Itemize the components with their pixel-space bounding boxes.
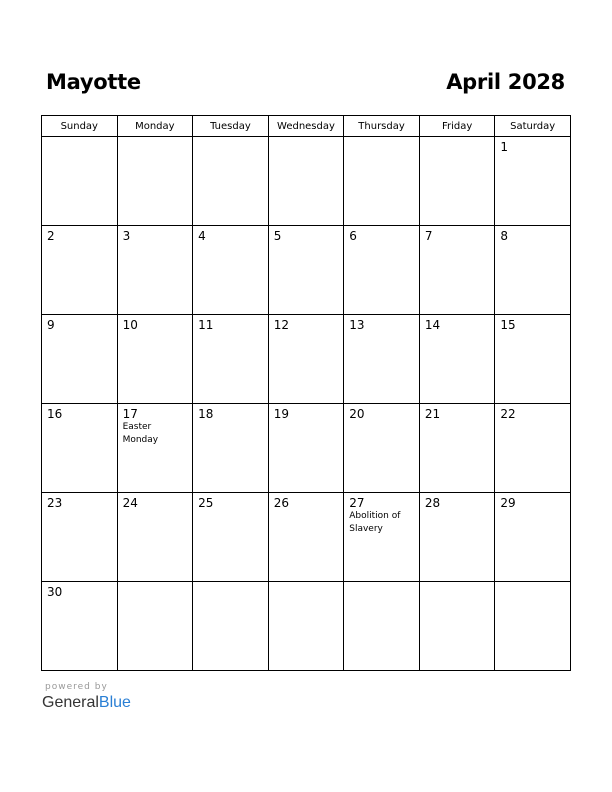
day-cell bbox=[268, 315, 344, 404]
week-row-5 bbox=[42, 493, 571, 582]
day-number: 22 bbox=[500, 407, 516, 421]
day-number: 7 bbox=[424, 229, 433, 243]
day-number: 6 bbox=[349, 229, 357, 243]
day-number: 3 bbox=[122, 229, 131, 243]
day-cell bbox=[117, 226, 193, 315]
day-cell bbox=[344, 226, 420, 315]
day-number: 23 bbox=[47, 496, 63, 510]
day-number: 19 bbox=[273, 407, 289, 421]
day-cell bbox=[344, 137, 420, 226]
day-cell bbox=[42, 493, 118, 582]
day-number: 11 bbox=[198, 318, 214, 332]
weekday-header-row bbox=[42, 116, 571, 137]
day-cell bbox=[419, 493, 495, 582]
day-cell bbox=[193, 493, 269, 582]
day-cell bbox=[268, 404, 344, 493]
day-number: 21 bbox=[424, 407, 441, 421]
day-cell bbox=[495, 582, 571, 671]
day-cell bbox=[419, 315, 495, 404]
day-cell bbox=[268, 493, 344, 582]
weekday-sunday: Sunday bbox=[42, 116, 118, 137]
day-cell bbox=[344, 582, 420, 671]
day-number: 16 bbox=[47, 407, 63, 421]
day-cell bbox=[268, 582, 344, 671]
day-cell bbox=[193, 582, 269, 671]
week-row-6 bbox=[42, 582, 571, 671]
day-cell bbox=[344, 404, 420, 493]
day-number: 17 bbox=[122, 407, 138, 421]
day-cell bbox=[117, 404, 193, 493]
day-cell bbox=[344, 315, 420, 404]
day-number: 10 bbox=[122, 318, 138, 332]
day-number: 30 bbox=[47, 585, 63, 599]
day-number: 14 bbox=[424, 318, 441, 332]
day-number: 4 bbox=[198, 229, 206, 243]
day-number: 20 bbox=[349, 407, 365, 421]
month-title: April 2028 bbox=[446, 70, 565, 94]
day-number: 8 bbox=[500, 229, 509, 243]
weekday-tuesday: Tuesday bbox=[193, 116, 269, 137]
day-cell bbox=[193, 137, 269, 226]
day-number: 13 bbox=[349, 318, 365, 332]
day-cell bbox=[495, 137, 571, 226]
week-row-1 bbox=[42, 137, 571, 226]
week-row-2 bbox=[42, 226, 571, 315]
week-row-3 bbox=[42, 315, 571, 404]
day-cell bbox=[42, 582, 118, 671]
generalblue-logo[interactable] bbox=[42, 694, 131, 712]
day-number: 9 bbox=[47, 318, 55, 332]
holiday-label: Easter Monday bbox=[122, 422, 159, 445]
day-cell bbox=[268, 137, 344, 226]
week-row-4 bbox=[42, 404, 571, 493]
day-number: 2 bbox=[47, 229, 55, 243]
brand-general: General bbox=[42, 694, 99, 711]
day-cell bbox=[344, 493, 420, 582]
day-cell bbox=[117, 137, 193, 226]
day-cell bbox=[42, 315, 118, 404]
weekday-wednesday: Wednesday bbox=[268, 116, 344, 137]
day-cell bbox=[419, 582, 495, 671]
day-cell bbox=[419, 137, 495, 226]
day-number: 24 bbox=[122, 496, 138, 510]
day-cell bbox=[419, 404, 495, 493]
day-number: 15 bbox=[500, 318, 516, 332]
day-cell bbox=[495, 404, 571, 493]
day-cell bbox=[117, 582, 193, 671]
weekday-friday: Friday bbox=[419, 116, 495, 137]
powered-by-label: powered by bbox=[45, 682, 108, 692]
day-cell bbox=[193, 315, 269, 404]
day-cell bbox=[268, 226, 344, 315]
country-title: Mayotte bbox=[46, 70, 141, 94]
day-cell bbox=[42, 226, 118, 315]
day-cell bbox=[495, 493, 571, 582]
weekday-monday: Monday bbox=[117, 116, 193, 137]
day-number: 1 bbox=[500, 140, 509, 154]
day-cell bbox=[42, 404, 118, 493]
holiday-label: Abolition of Slavery bbox=[349, 511, 401, 534]
day-number: 12 bbox=[273, 318, 289, 332]
day-cell bbox=[117, 315, 193, 404]
day-number: 26 bbox=[273, 496, 289, 510]
calendar-grid bbox=[41, 115, 571, 671]
day-cell bbox=[495, 315, 571, 404]
day-cell bbox=[193, 226, 269, 315]
day-number: 28 bbox=[424, 496, 441, 510]
weekday-saturday: Saturday bbox=[495, 116, 571, 137]
day-cell bbox=[495, 226, 571, 315]
day-number: 27 bbox=[349, 496, 365, 510]
weekday-thursday: Thursday bbox=[344, 116, 420, 137]
day-number: 18 bbox=[198, 407, 214, 421]
day-cell bbox=[42, 137, 118, 226]
day-number: 5 bbox=[273, 229, 282, 243]
day-cell bbox=[419, 226, 495, 315]
day-number: 25 bbox=[198, 496, 214, 510]
day-number: 29 bbox=[500, 496, 516, 510]
brand-blue: Blue bbox=[98, 694, 131, 711]
day-cell bbox=[193, 404, 269, 493]
day-cell bbox=[117, 493, 193, 582]
